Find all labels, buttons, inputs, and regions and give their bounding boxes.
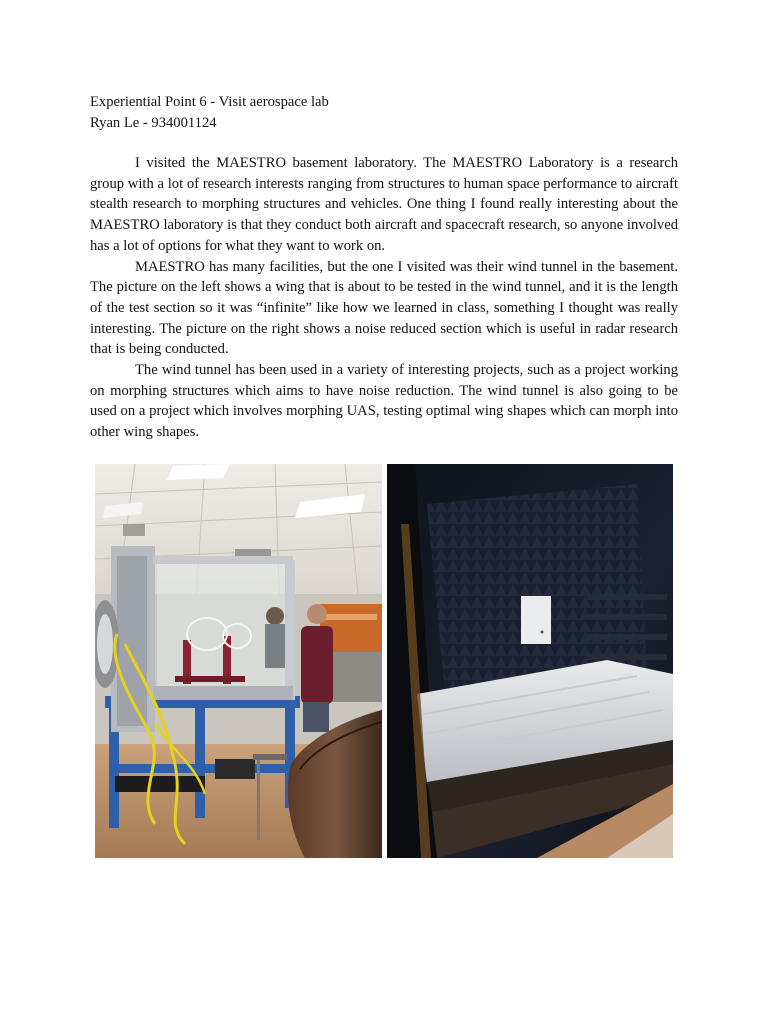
noise-reduced-section-photo xyxy=(387,464,673,858)
photo-row xyxy=(95,464,675,858)
document-page xyxy=(90,92,678,443)
document-title: Experiential Point 6 - Visit aerospace lab xyxy=(90,94,329,110)
noise-reduced-section-image xyxy=(387,464,673,858)
wind-tunnel-lab-photo xyxy=(95,464,382,858)
paragraph-3: The wind tunnel has been used in a variety of interesting projects, such as a project working on morphing structures which aims to have noise reduction. The wind tunnel is also going to be used on a project which involves morphing UAS, testing optimal wing shapes which can morph into other wing shapes. xyxy=(90,362,678,441)
paragraph-1: I visited the MAESTRO basement laboratory. The MAESTRO Laboratory is a research group with a lot of research interests ranging from structures to human space performance to aircraft stealth research to morphing structures and vehicles. One thing I found really interesting about the MAESTRO laboratory is that they conduct both aircraft and spacecraft research, so anyone involved has a lot of options for what they want to work on. xyxy=(90,155,678,254)
body-text xyxy=(90,153,678,443)
paragraph-2: MAESTRO has many facilities, but the one I visited was their wind tunnel in the basement. The picture on the left shows a wing that is about to be tested in the wind tunnel, and it is the length of the test section so it was “infinite” like how we learned in class, something I thought was really interesting. The picture on the right shows a noise reduced section which is useful in radar research that is being conducted. xyxy=(90,258,678,358)
wind-tunnel-lab-image xyxy=(95,464,382,858)
author-line: Ryan Le - 934001124 xyxy=(90,115,217,131)
